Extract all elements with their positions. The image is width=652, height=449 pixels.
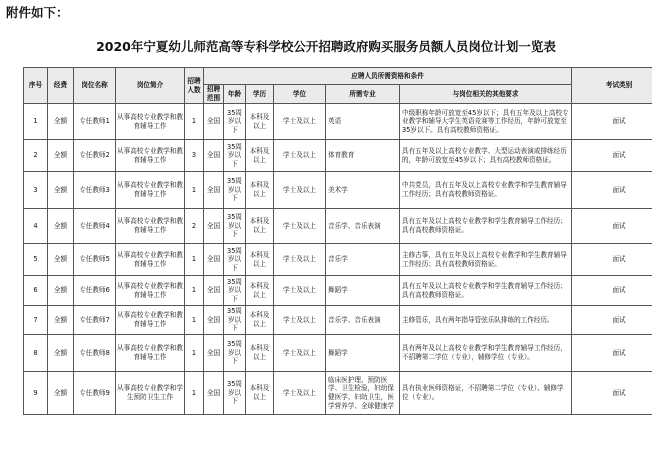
cell-recruit-scope: 全国 — [204, 335, 224, 372]
table-row — [24, 209, 652, 244]
cell-seq: 3 — [24, 172, 48, 209]
cell-seq: 2 — [24, 140, 48, 172]
cell-education: 本科及以上 — [246, 276, 274, 306]
cell-recruit-scope: 全国 — [204, 140, 224, 172]
cell-age: 35周岁以下 — [224, 244, 246, 276]
cell-education: 本科及以上 — [246, 306, 274, 335]
cell-degree: 学士及以上 — [274, 276, 326, 306]
table-row — [24, 104, 652, 140]
cell-other-conditions: 中共党员，具有五年及以上高校专业教学和学生教育辅导工作经历；具有高校教师资格证。 — [400, 172, 572, 209]
header-recruit-scope: 招聘范围 — [204, 85, 224, 104]
cell-degree: 学士及以上 — [274, 104, 326, 140]
cell-age: 35周岁以下 — [224, 140, 246, 172]
header-seq: 序号 — [24, 68, 48, 104]
cell-age: 35周岁以下 — [224, 104, 246, 140]
header-exam-type: 考试类别 — [572, 68, 652, 104]
table-row — [24, 372, 652, 415]
cell-major: 舞蹈学 — [326, 276, 400, 306]
cell-exam-type: 面试 — [572, 140, 652, 172]
table-row — [24, 172, 652, 209]
cell-exam-type: 面试 — [572, 306, 652, 335]
cell-post-name: 专任教师7 — [74, 306, 116, 335]
cell-other-conditions: 具有五年及以上高校专业教学、大型运动表演或排练经历的，年龄可放宽至45岁以下；具有高校教师资格证。 — [400, 140, 572, 172]
cell-major: 英语 — [326, 104, 400, 140]
cell-funding: 全额 — [48, 335, 74, 372]
cell-other-conditions: 中级职称年龄可放宽至45岁以下；具有五年及以上高校专业教学和辅导大学生英语竞赛等工作经历，年龄可放宽至35岁以下。具有高校教师资格证。 — [400, 104, 572, 140]
cell-recruit-scope: 全国 — [204, 306, 224, 335]
cell-recruit-count: 1 — [185, 276, 204, 306]
cell-major: 音乐学 — [326, 244, 400, 276]
cell-recruit-scope: 全国 — [204, 172, 224, 209]
cell-major: 临床医护理、预防医学、卫生检验，妇幼保健医学、妇幼卫生，医学营养学、全球健康学 — [326, 372, 400, 415]
cell-post-name: 专任教师1 — [74, 104, 116, 140]
cell-post-intro: 从事高校专业教学和教育辅导工作 — [116, 244, 185, 276]
cell-post-name: 专任教师8 — [74, 335, 116, 372]
table-row — [24, 335, 652, 372]
cell-other-conditions: 具有五年及以上高校专业教学和学生教育辅导工作经历；具有高校教师资格证。 — [400, 209, 572, 244]
cell-post-intro: 从事高校专业教学和教育辅导工作 — [116, 140, 185, 172]
cell-degree: 学士及以上 — [274, 372, 326, 415]
cell-education: 本科及以上 — [246, 104, 274, 140]
cell-post-intro: 从事高校专业教学和教育辅导工作 — [116, 276, 185, 306]
cell-post-name: 专任教师4 — [74, 209, 116, 244]
cell-exam-type: 面试 — [572, 276, 652, 306]
cell-other-conditions: 主修古筝，具有五年及以上高校专业教学和学生教育辅导工作经历；具有高校教师资格证。 — [400, 244, 572, 276]
cell-funding: 全额 — [48, 104, 74, 140]
header-conditions-group: 应聘人员所需资格和条件 — [204, 68, 572, 85]
table-row — [24, 244, 652, 276]
cell-seq: 5 — [24, 244, 48, 276]
cell-major: 美术学 — [326, 172, 400, 209]
cell-other-conditions: 具有五年及以上高校专业教学和学生教育辅导工作经历；具有高校教师资格证。 — [400, 276, 572, 306]
table-row — [24, 306, 652, 335]
cell-recruit-scope: 全国 — [204, 104, 224, 140]
cell-recruit-count: 1 — [185, 244, 204, 276]
cell-degree: 学士及以上 — [274, 244, 326, 276]
header-post-name: 岗位名称 — [74, 68, 116, 104]
cell-post-intro: 从事高校专业教学和教育辅导工作 — [116, 306, 185, 335]
cell-exam-type: 面试 — [572, 335, 652, 372]
cell-age: 35周岁以下 — [224, 306, 246, 335]
cell-recruit-scope: 全国 — [204, 244, 224, 276]
table-row — [24, 140, 652, 172]
cell-age: 35周岁以下 — [224, 172, 246, 209]
cell-major: 体育教育 — [326, 140, 400, 172]
cell-recruit-count: 3 — [185, 140, 204, 172]
cell-funding: 全额 — [48, 372, 74, 415]
cell-seq: 1 — [24, 104, 48, 140]
cell-recruit-scope: 全国 — [204, 276, 224, 306]
cell-major: 音乐学、音乐表演 — [326, 209, 400, 244]
header-recruit-count: 招聘人数 — [185, 68, 204, 104]
cell-other-conditions: 主修管乐，具有两年指导管弦乐队排练的工作经历。 — [400, 306, 572, 335]
cell-seq: 7 — [24, 306, 48, 335]
cell-seq: 9 — [24, 372, 48, 415]
header-age: 年龄 — [224, 85, 246, 104]
cell-age: 35周岁以下 — [224, 372, 246, 415]
cell-degree: 学士及以上 — [274, 140, 326, 172]
header-degree: 学位 — [274, 85, 326, 104]
cell-post-name: 专任教师6 — [74, 276, 116, 306]
cell-other-conditions: 具有两年及以上高校专业教学和学生教育辅导工作经历，不招聘第二学位（专业），辅修学位（专业）。 — [400, 335, 572, 372]
cell-post-intro: 从事高校专业教学和教育辅导工作 — [116, 209, 185, 244]
cell-post-name: 专任教师9 — [74, 372, 116, 415]
cell-post-name: 专任教师3 — [74, 172, 116, 209]
cell-post-name: 专任教师5 — [74, 244, 116, 276]
cell-recruit-scope: 全国 — [204, 372, 224, 415]
cell-exam-type: 面试 — [572, 372, 652, 415]
header-education: 学历 — [246, 85, 274, 104]
cell-seq: 8 — [24, 335, 48, 372]
cell-degree: 学士及以上 — [274, 306, 326, 335]
cell-funding: 全额 — [48, 172, 74, 209]
cell-education: 本科及以上 — [246, 140, 274, 172]
cell-funding: 全额 — [48, 140, 74, 172]
cell-degree: 学士及以上 — [274, 335, 326, 372]
cell-seq: 4 — [24, 209, 48, 244]
cell-age: 35周岁以下 — [224, 276, 246, 306]
header-funding: 经费 — [48, 68, 74, 104]
cell-post-intro: 从事高校专业教学和学生预防卫生工作 — [116, 372, 185, 415]
cell-post-intro: 从事高校专业教学和教育辅导工作 — [116, 335, 185, 372]
page-title: 2020年宁夏幼儿师范高等专科学校公开招聘政府购买服务员额人员岗位计划一览表 — [96, 39, 556, 54]
cell-recruit-count: 1 — [185, 306, 204, 335]
header-post-intro: 岗位简介 — [116, 68, 185, 104]
cell-post-intro: 从事高校专业教学和教育辅导工作 — [116, 172, 185, 209]
cell-education: 本科及以上 — [246, 172, 274, 209]
header-other-conditions: 与岗位相关的其他要求 — [400, 85, 572, 104]
cell-funding: 全额 — [48, 244, 74, 276]
cell-recruit-count: 1 — [185, 335, 204, 372]
cell-other-conditions: 具有执业医师资格证，不招聘第二学位（专业）、辅修学位（专业）。 — [400, 372, 572, 415]
cell-post-name: 专任教师2 — [74, 140, 116, 172]
cell-recruit-count: 1 — [185, 104, 204, 140]
cell-education: 本科及以上 — [246, 209, 274, 244]
cell-age: 35周岁以下 — [224, 209, 246, 244]
header-major: 所需专业 — [326, 85, 400, 104]
cell-funding: 全额 — [48, 209, 74, 244]
cell-recruit-scope: 全国 — [204, 209, 224, 244]
cell-education: 本科及以上 — [246, 372, 274, 415]
cell-major: 音乐学、音乐表演 — [326, 306, 400, 335]
recruitment-table — [23, 67, 652, 415]
cell-age: 35周岁以下 — [224, 335, 246, 372]
cell-recruit-count: 1 — [185, 172, 204, 209]
cell-exam-type: 面试 — [572, 244, 652, 276]
cell-funding: 全额 — [48, 306, 74, 335]
cell-post-intro: 从事高校专业教学和教育辅导工作 — [116, 104, 185, 140]
cell-funding: 全额 — [48, 276, 74, 306]
cell-degree: 学士及以上 — [274, 172, 326, 209]
attachment-label: 附件如下： — [6, 5, 69, 20]
cell-recruit-count: 1 — [185, 372, 204, 415]
cell-degree: 学士及以上 — [274, 209, 326, 244]
table-row — [24, 276, 652, 306]
cell-exam-type: 面试 — [572, 209, 652, 244]
cell-education: 本科及以上 — [246, 244, 274, 276]
cell-exam-type: 面试 — [572, 104, 652, 140]
cell-recruit-count: 2 — [185, 209, 204, 244]
cell-exam-type: 面试 — [572, 172, 652, 209]
cell-education: 本科及以上 — [246, 335, 274, 372]
cell-major: 舞蹈学 — [326, 335, 400, 372]
cell-seq: 6 — [24, 276, 48, 306]
